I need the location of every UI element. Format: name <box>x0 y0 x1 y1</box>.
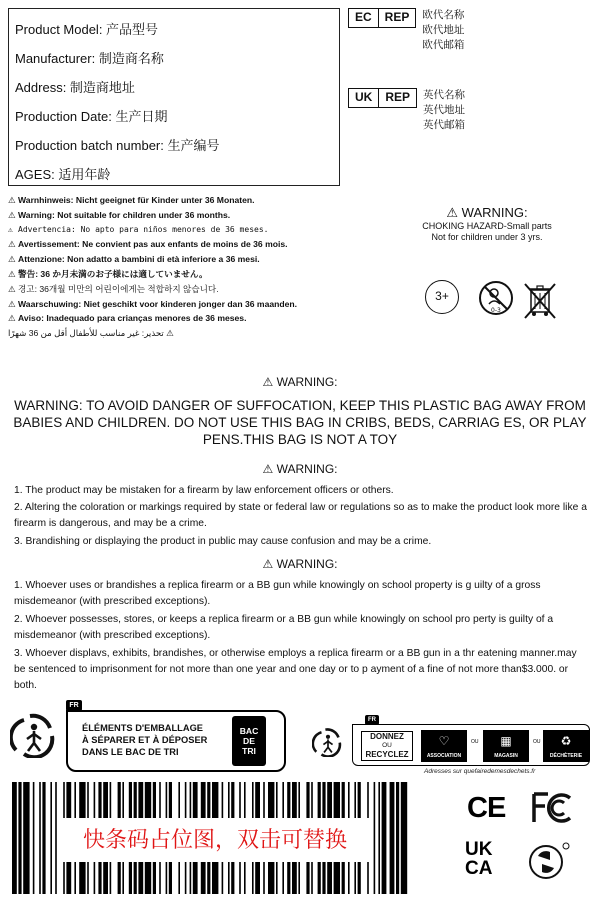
ec-box: EC <box>355 10 372 24</box>
warning-triangle-icon: ⚠ <box>8 195 16 205</box>
barcode-bar <box>390 782 395 894</box>
uk-box: UK <box>355 90 373 104</box>
warning-de: Warnhinweis: Nicht geeignet für Kinder unter 36 Monaten. <box>18 195 255 205</box>
rep-box: REP <box>378 9 416 27</box>
ages: AGES: 适用年龄 <box>15 167 111 182</box>
batch-number: Production batch number: 生产编号 <box>15 138 220 153</box>
section3-item: 2. Whoever possesses, stores, or keeps a replica firearm or a BB gun while knowingly on school pro perty is guilty of a misdemeanor (with prescribed exceptions). <box>14 614 554 641</box>
barcode-bar <box>55 782 57 894</box>
warning-ja: 警告: 36 か月未満のお子様には適していません。 <box>18 268 208 279</box>
warning-fr: Avertissement: Ne convient pas aux enfants de moins de 36 mois. <box>18 239 288 250</box>
ec-rep-block <box>348 8 464 53</box>
warning-triangle-icon: ⚠ <box>8 283 16 294</box>
choking-hazard-block <box>388 205 586 243</box>
section2-item: 3. Brandishing or displaying the product in public may cause confusion and may be a crime. <box>14 536 432 547</box>
choking-title: WARNING: <box>461 205 528 220</box>
fr-badge: FR <box>365 715 379 725</box>
shop-icon: ▦ <box>500 734 512 748</box>
triman-text-line: ÉLÉMENTS D'EMBALLAGE <box>82 723 204 733</box>
uk-rep-address: 英代地址 <box>423 104 466 116</box>
barcode-bar <box>401 782 407 894</box>
heart-hand-icon: ♡ <box>438 734 450 748</box>
choking-line2: Not for children under 3 yrs. <box>431 232 543 242</box>
triman-text-line: À SÉPARER ET À DÉPOSER <box>82 735 208 745</box>
ec-rep-email: 欧代邮箱 <box>422 39 465 51</box>
warning-it: Attenzione: Non adatto a bambini di età inferiore a 36 mesi. <box>18 254 260 265</box>
warning-pt: Aviso: Inadequado para crianças menores de 36 meses. <box>18 313 247 324</box>
warning-ar: تحذير: غير مناسب للأطفال أقل من 36 شهرًا <box>8 328 164 339</box>
warning-triangle-icon: ⚠ <box>8 224 13 234</box>
ce-mark: CE <box>467 792 506 824</box>
uk-rep-block <box>348 88 465 133</box>
fr-badge: FR <box>66 700 82 711</box>
barcode-bar <box>39 782 41 894</box>
section3-item: 3. Whoever displavs, exhibits, brandishes, or otherwise employs a replica firearm or a BB gun in a thr eatening manner.may be sentenced to imprisonment for not more than one year and one day or to p ayment of a fine of not more than$3.000. or both. <box>14 648 577 691</box>
warning-triangle-icon: ⚠ <box>8 209 16 220</box>
product-model: Product Model: 产品型号 <box>15 22 159 37</box>
warning-triangle-icon: ⚠ <box>8 239 16 250</box>
section2-header <box>0 462 600 476</box>
warning-triangle-icon: ⚠ <box>262 462 274 476</box>
choking-line1: CHOKING HAZARD-Small parts <box>422 221 552 231</box>
warning-triangle-icon: ⚠ <box>8 268 16 279</box>
barcode-bar <box>374 782 376 894</box>
uk-rep-email: 英代邮箱 <box>423 119 466 131</box>
warning-triangle-icon: ⚠ <box>262 375 274 389</box>
section1-title: WARNING: <box>276 375 338 389</box>
section3-item: 1. Whoever uses or brandishes a replica firearm or a BB gun while knowingly on school property is g uilty of a gross misdemeanor (with prescribed exceptions). <box>14 580 541 607</box>
section1-header <box>0 375 600 389</box>
baby-icon-text: 0-3 <box>491 307 501 314</box>
waste-center-icon: ♻ <box>560 734 572 748</box>
barcode-bar <box>18 782 21 894</box>
barcode-bar <box>50 782 52 894</box>
donnez-recyclez-panel: DONNEZ OU RECYCLEZ ♡ ASSOCIATION OU ▦ MAGASIN OU ♻ DÉCHÈTERIE <box>352 724 590 766</box>
warning-triangle-icon: ⚠ <box>262 557 274 571</box>
barcode-bar <box>23 782 29 894</box>
addresses-note: Adresses sur quefairedemesdechets.fr <box>424 768 536 775</box>
suffocation-warning: WARNING: TO AVOID DANGER OF SUFFOCATION, KEEP THIS PLASTIC BAG AWAY FROM BABIES AND CHILDREN. DO NOT USE THIS BAG IN CRIBS, BEDS, CARRIAG ES, OR PLAY PENS.THIS BAG IS NOT A TOY <box>13 398 587 447</box>
magasin-box: ▦ MAGASIN <box>483 730 529 762</box>
warning-en: Warning: Not suitable for children under 36 months. <box>18 209 231 220</box>
barcode-bar <box>378 782 380 894</box>
barcode-bar <box>42 782 45 894</box>
association-box: ♡ ASSOCIATION <box>421 730 467 762</box>
barcode-bar <box>396 782 399 894</box>
age-3plus-icon: 3+ <box>425 280 459 314</box>
barcode-bar <box>12 782 17 894</box>
triman-small-icon <box>312 727 344 762</box>
section3-title: WARNING: <box>276 557 338 571</box>
green-dot-icon <box>526 840 570 889</box>
ec-rep-name: 欧代名称 <box>422 9 465 21</box>
not-for-0-3-icon <box>478 280 514 321</box>
manufacturer: Manufacturer: 制造商名称 <box>15 51 164 66</box>
multilingual-warnings <box>8 193 388 341</box>
warning-es: Advertencia: No apto para niños menores de 36 meses. <box>18 224 269 234</box>
product-info-box <box>8 8 340 186</box>
triman-icon <box>10 712 58 763</box>
warning-nl: Waarschuwing: Niet geschikt voor kinderen jonger dan 36 maanden. <box>18 298 298 309</box>
decheterie-box: ♻ DÉCHÈTERIE <box>543 730 589 762</box>
section3-header <box>0 557 600 571</box>
section2-item: 2. Altering the coloration or markings required by state or federal law or regulations so as to make the product look more like a firearm is dangerous, and may be a crime. <box>14 502 587 529</box>
section2-title: WARNING: <box>276 462 338 476</box>
uk-rep-label <box>348 88 417 108</box>
triman-text-line: DANS LE BAC DE TRI <box>82 747 179 757</box>
warning-triangle-icon: ⚠ <box>166 328 174 339</box>
warning-triangle-icon: ⚠ <box>8 313 16 324</box>
warning-triangle-icon: ⚠ <box>8 254 16 265</box>
warning-triangle-icon: ⚠ <box>8 298 16 309</box>
ec-rep-label <box>348 8 416 28</box>
rep-box: REP <box>378 89 416 107</box>
triman-info-panel <box>66 710 286 772</box>
barcode-bar <box>33 782 35 894</box>
production-date: Production Date: 生产日期 <box>15 109 168 124</box>
bac-de-tri-icon: BAC DE TRI <box>232 716 266 766</box>
donnez-ou-recyclez-label: DONNEZ OU RECYCLEZ <box>361 731 413 761</box>
warning-triangle-icon: ⚠ <box>446 205 459 220</box>
barcode-bar <box>382 782 387 894</box>
warning-ko: 경고: 36개월 미만의 어린이에게는 적합하지 않습니다. <box>18 283 219 294</box>
ukca-mark: UK CA <box>465 839 493 879</box>
weee-crossed-bin-icon <box>520 280 560 325</box>
address: Address: 制造商地址 <box>15 80 135 95</box>
fcc-mark-icon <box>530 790 576 831</box>
ec-rep-address: 欧代地址 <box>422 24 465 36</box>
uk-rep-name: 英代名称 <box>423 89 466 101</box>
barcode-placeholder-label: 快条码占位图，双击可替换 <box>60 818 370 862</box>
section2-item: 1. The product may be mistaken for a firearm by law enforcement officers or others. <box>14 485 394 496</box>
